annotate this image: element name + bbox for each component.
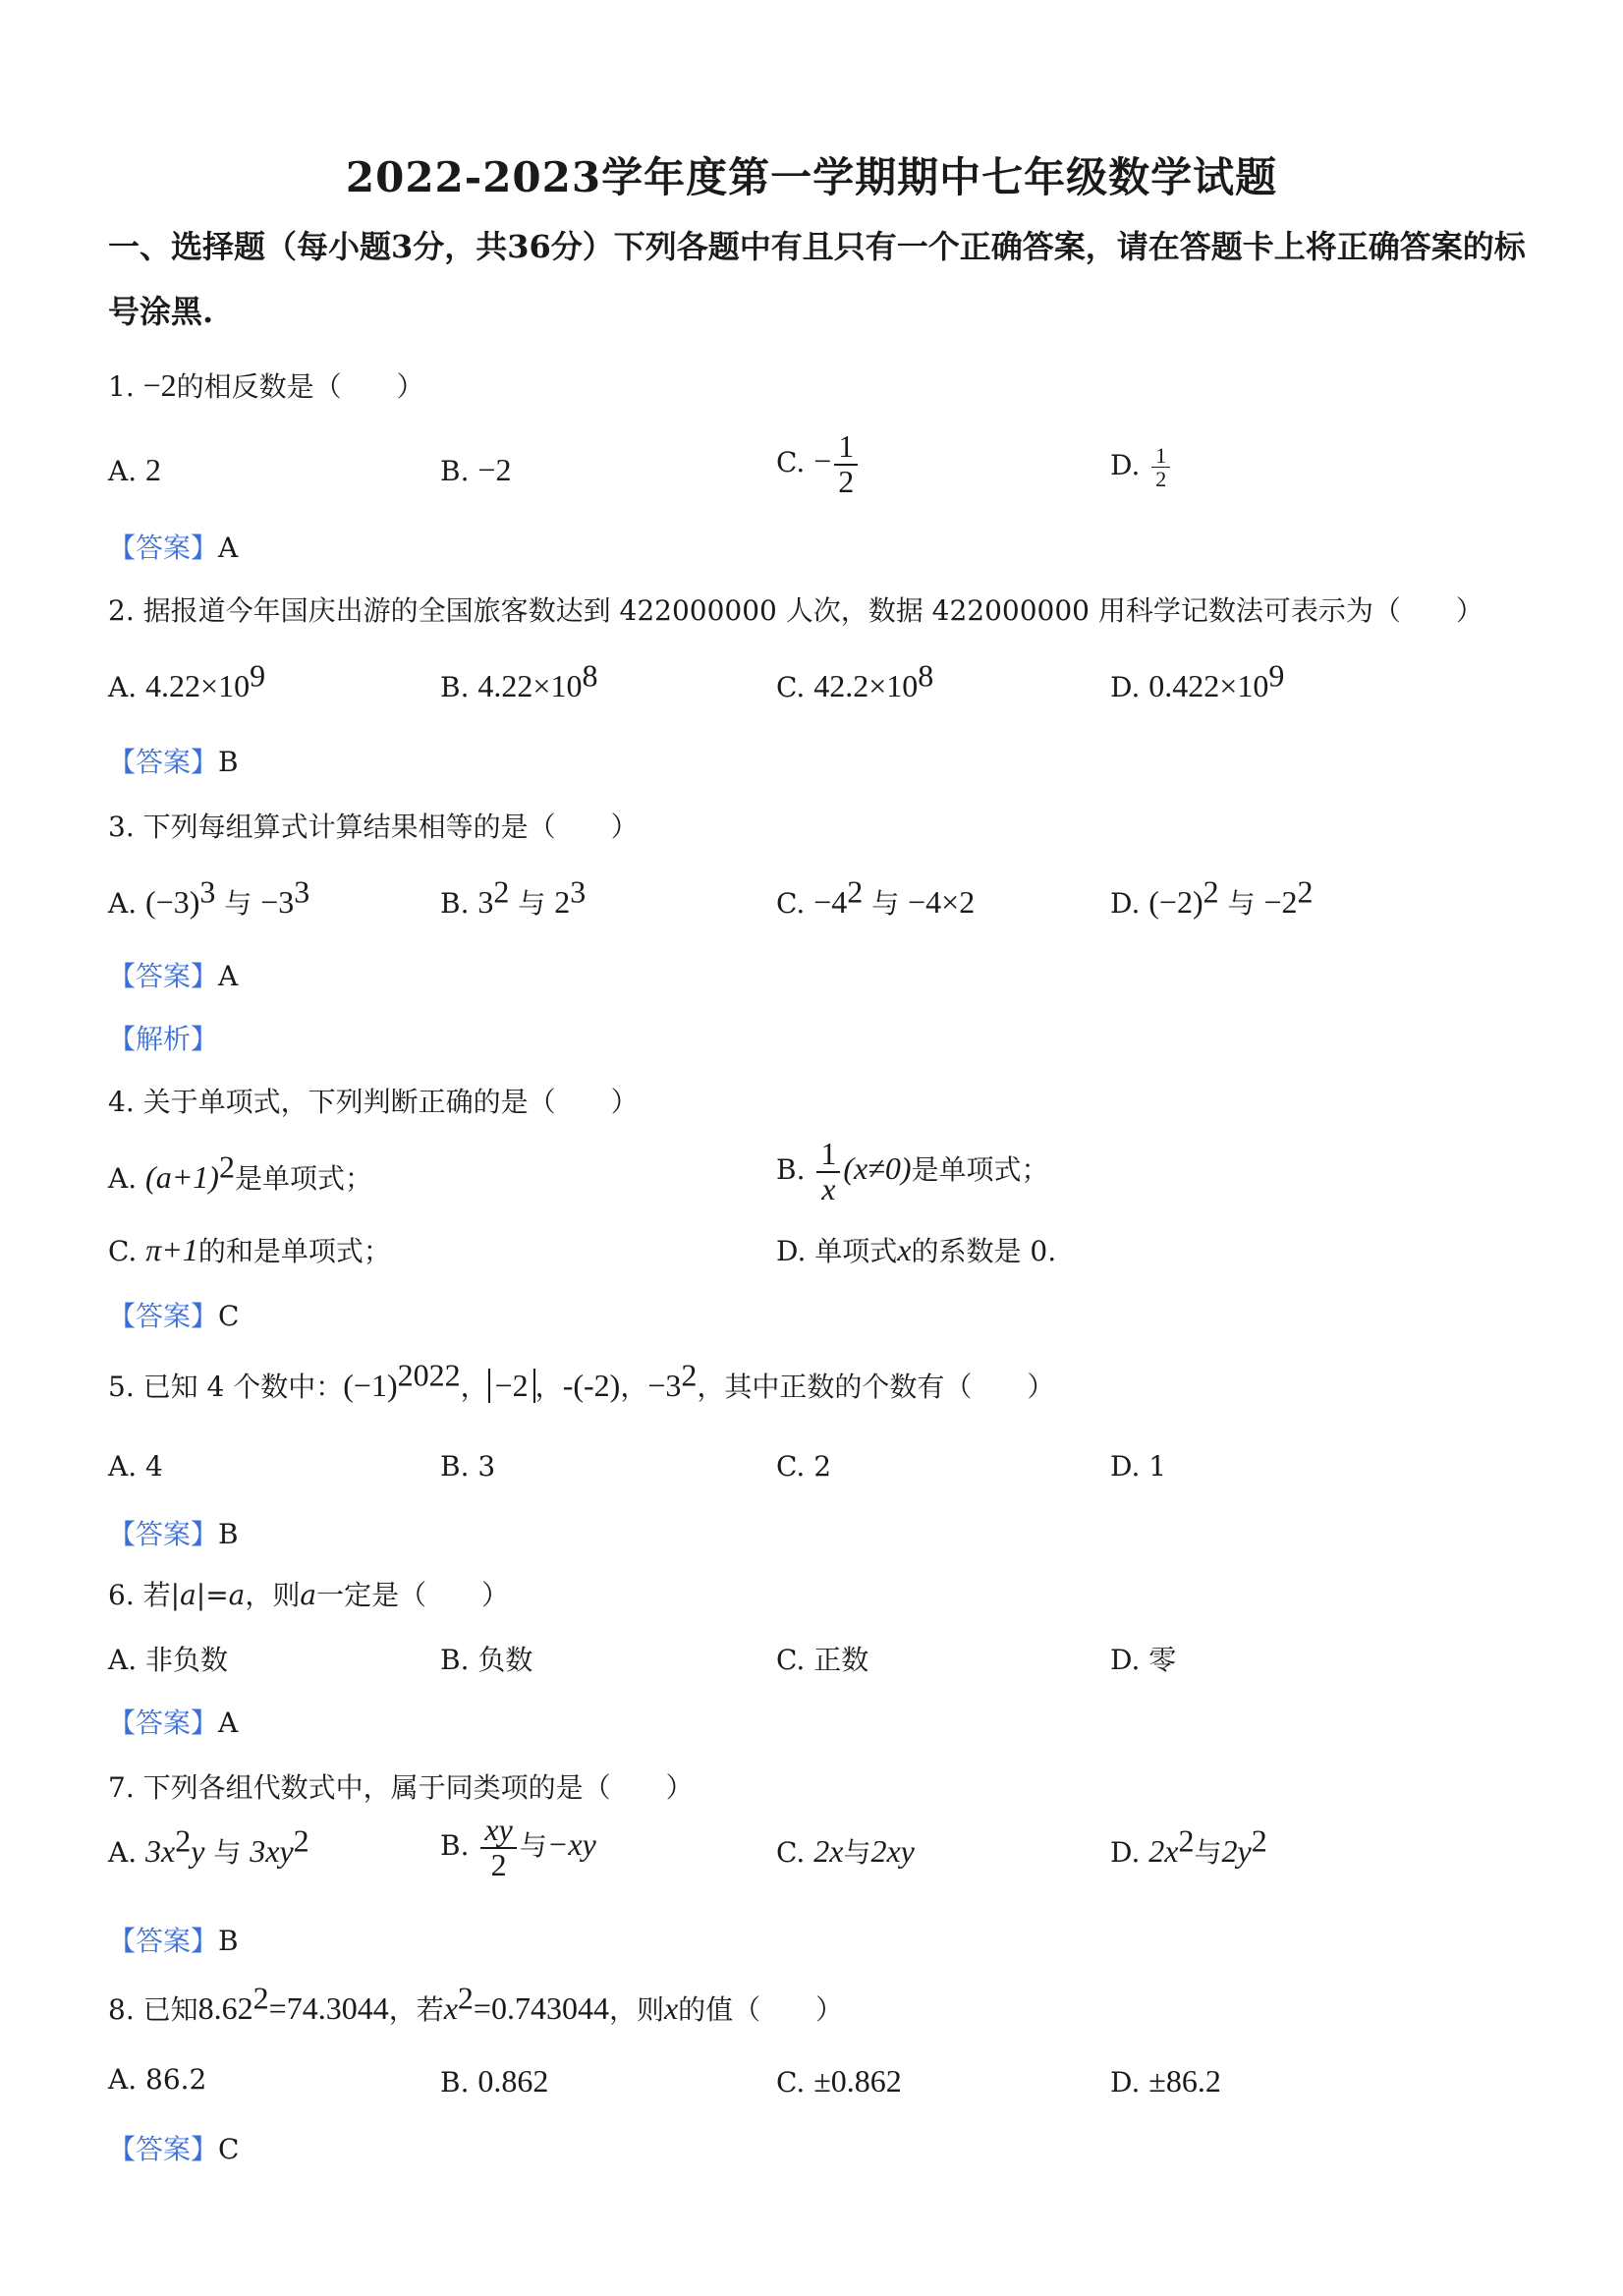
- q5-option-d: D. 1: [1110, 1450, 1167, 1483]
- q7-option-a: A. $3x^2y$ 与 $3xy^2$: [108, 1822, 309, 1869]
- q4-option-a: A. $(a+1)^2$是单项式；: [108, 1148, 372, 1195]
- question-5: 5. 已知 4 个数中：$(-1)^{2022}$， −2 ，-(-2)，$-3^2$，其中正数的个数有（ ）: [108, 1357, 1055, 1403]
- q4-option-b: B. $\frac{1}{x}$ (x≠0)是单项式；: [776, 1136, 1049, 1206]
- q2-option-b: B. $4.22\times 10^8$: [440, 657, 598, 703]
- q8-option-a: A. 86.2: [108, 2063, 207, 2096]
- page-title: 2022-2023学年度第一学期期中七年级数学试题: [345, 153, 1278, 201]
- q7-option-d: D. $2x^2$与$2y^2$: [1110, 1822, 1267, 1869]
- q3-analysis: 【解析】: [108, 1023, 219, 1055]
- q6-answer: 【答案】A: [108, 1707, 239, 1739]
- question-7: 7. 下列各组代数式中，属于同类项的是（ ）: [108, 1771, 694, 1804]
- q1-option-b: B. −2: [440, 452, 512, 487]
- q8-option-d: D. ±86.2: [1110, 2063, 1221, 2099]
- q6-option-d: D. 零: [1110, 1644, 1177, 1676]
- q5-option-c: C. 2: [776, 1450, 832, 1483]
- q2-option-c: C. $42.2\times 10^8$: [776, 657, 934, 703]
- question-6: 6. 若|a|=a，则a一定是（ ）: [108, 1579, 510, 1611]
- q3-option-a: A. $(-3)^3$ 与 $-3^3$: [108, 873, 310, 920]
- q8-option-b: B. 0.862: [440, 2063, 549, 2099]
- q6-option-b: B. 负数: [440, 1644, 533, 1676]
- q7-option-b: B. $\frac{xy}{2}$ 与−xy: [440, 1812, 596, 1882]
- q2-answer: 【答案】B: [108, 746, 239, 778]
- q6-option-a: A. 非负数: [108, 1644, 229, 1676]
- q3-option-d: D. $(-2)^2$ 与 $-2^2$: [1110, 873, 1314, 920]
- q1-option-c: C. − $\frac{1}{2}$: [776, 430, 861, 498]
- question-2: 2. 据报道今年国庆出游的全国旅客数达到 422000000 人次，数据 422000000 用科学记数法可表示为（ ）: [108, 594, 1483, 627]
- q4-answer: 【答案】C: [108, 1300, 240, 1332]
- q3-option-b: B. $3^2$ 与 $2^3$: [440, 873, 587, 920]
- q7-answer: 【答案】B: [108, 1925, 239, 1957]
- q8-answer: 【答案】C: [108, 2133, 240, 2165]
- q7-option-c: C. 2x与2xy: [776, 1833, 915, 1869]
- q5-answer: 【答案】B: [108, 1518, 239, 1550]
- question-1: 1. −2的相反数是（ ）: [108, 367, 424, 403]
- q3-answer: 【答案】A: [108, 960, 239, 992]
- q2-option-d: D. $0.422\times 10^9$: [1110, 657, 1285, 703]
- q1-answer: 【答案】A: [108, 532, 239, 564]
- q4-option-d: D. 单项式x的系数是 0.: [776, 1232, 1057, 1267]
- q2-option-a: A. $4.22\times 10^9$: [108, 657, 266, 703]
- q1-option-a: A. 2: [108, 452, 162, 487]
- q8-option-c: C. ±0.862: [776, 2063, 902, 2099]
- q6-option-c: C. 正数: [776, 1644, 869, 1676]
- question-4: 4. 关于单项式，下列判断正确的是（ ）: [108, 1086, 639, 1118]
- q3-option-c: C. $-4^2$ 与 −4×2: [776, 873, 976, 920]
- q5-option-b: B. 3: [440, 1450, 496, 1483]
- question-8: 8. 已知$8.62^2=74.3044$，若$x^2=0.743044$，则x的值（ ）: [108, 1980, 844, 2026]
- q4-option-c: C. π+1的和是单项式；: [108, 1232, 391, 1267]
- question-3: 3. 下列每组算式计算结果相等的是（ ）: [108, 811, 639, 843]
- q5-option-a: A. 4: [108, 1450, 163, 1483]
- q1-option-d: D. $\frac{1}{2}$: [1110, 444, 1173, 490]
- section-instructions: 一、选择题（每小题3分，共36分）下列各题中有且只有一个正确答案，请在答题卡上将正确答案的标号涂黑.: [108, 228, 1526, 330]
